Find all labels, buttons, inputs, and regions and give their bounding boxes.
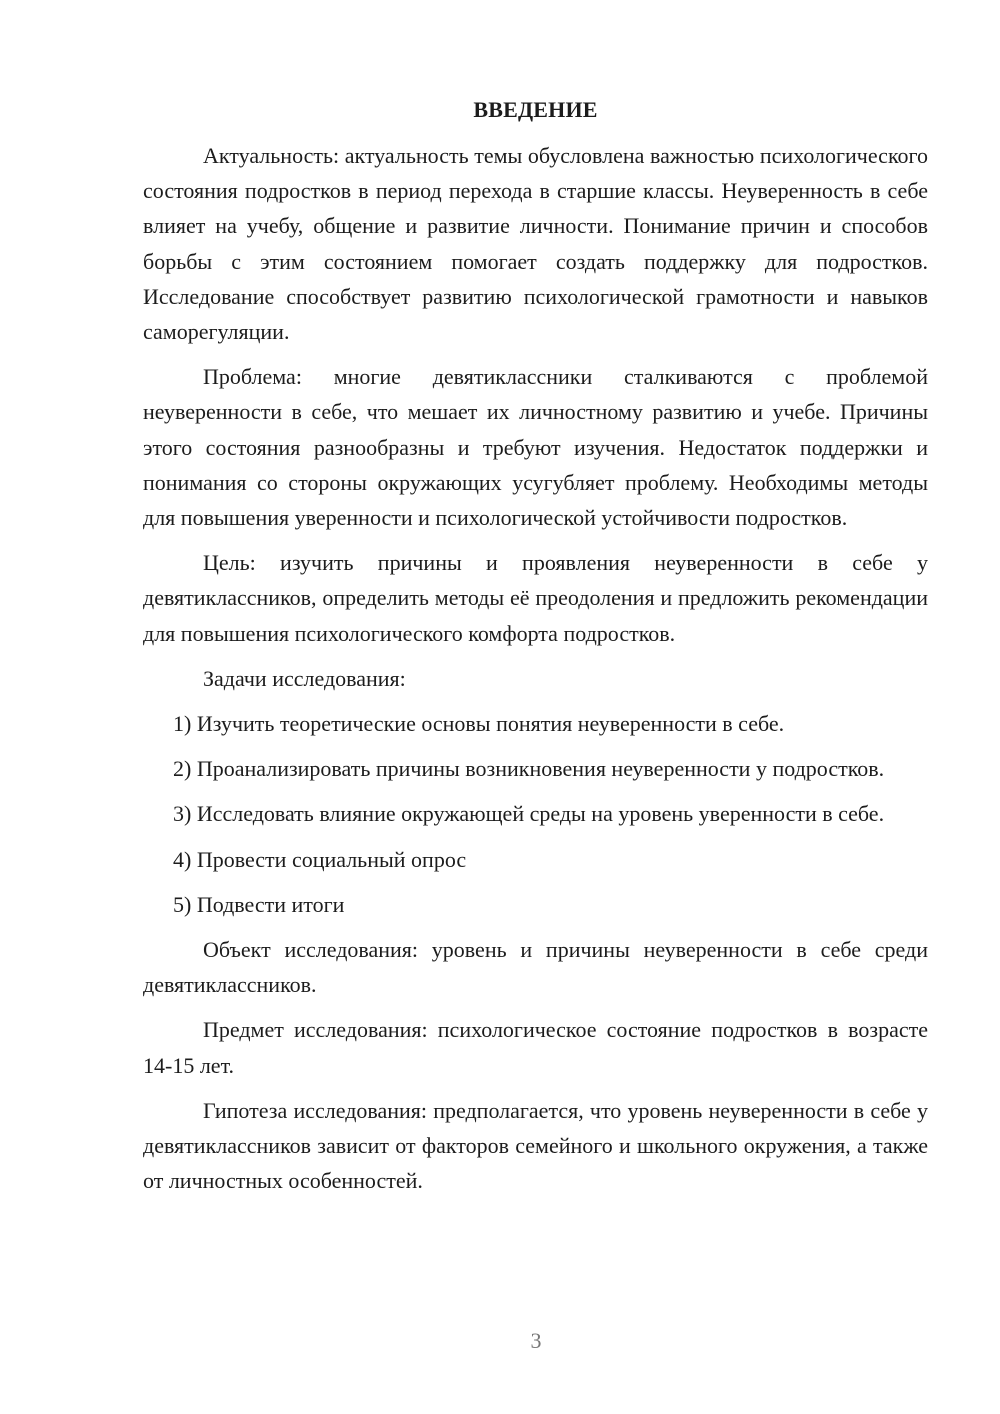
task-item-1: 1) Изучить теоретические основы понятия неуверенности в себе. — [173, 711, 785, 737]
object-paragraph: Объект исследования: уровень и причины неуверенности в себе среди девятиклассников. — [143, 937, 928, 998]
hypothesis-paragraph: Гипотеза исследования: предполагается, что уровень неуверенности в себе у девятиклассников зависит от факторов семейного и школьного окружения, а также от личностных особенностей. — [143, 1097, 928, 1194]
section-title: ВВЕДЕНИЕ — [473, 97, 598, 122]
tasks-heading: Задачи исследования: — [203, 665, 406, 691]
document-page — [143, 94, 928, 1208]
task-item-3: 3) Исследовать влияние окружающей среды на уровень уверенности в себе. — [173, 801, 885, 827]
task-item-4: 4) Провести социальный опрос — [173, 846, 467, 872]
task-item-2: 2) Проанализировать причины возникновения неуверенности у подростков. — [173, 756, 885, 782]
goal-paragraph: Цель: изучить причины и проявления неуверенности в себе у девятиклассников, определить методы её преодоления и предложить рекомендации для повышения психологического комфорта подростков. — [143, 550, 928, 646]
subject-paragraph: Предмет исследования: психологическое состояние подростков в возрасте 14-15 лет. — [143, 1017, 928, 1078]
problem-paragraph: Проблема: многие девятиклассники сталкиваются с проблемой неуверенности в себе, что мешает их личностному развитию и учебе. Причины этого состояния разнообразны и требуют изучения. Недостаток поддержки и понимания со стороны окружающих усугубляет проблему. Необходимы методы для повышения уверенности и психологической устойчивости подростков. — [143, 364, 928, 531]
page-number: 3 — [530, 1328, 542, 1353]
task-item-5: 5) Подвести итоги — [173, 891, 345, 917]
relevance-paragraph: Актуальность: актуальность темы обусловлена важностью психологического состояния подростков в период перехода в старшие классы. Неуверенность в себе влияет на учебу, общение и развитие личности. Понимание причин и способов борьбы с этим состоянием помогает создать поддержку для подростков. Исследование способствует развитию психологической грамотности и навыков саморегуляции. — [143, 143, 928, 345]
